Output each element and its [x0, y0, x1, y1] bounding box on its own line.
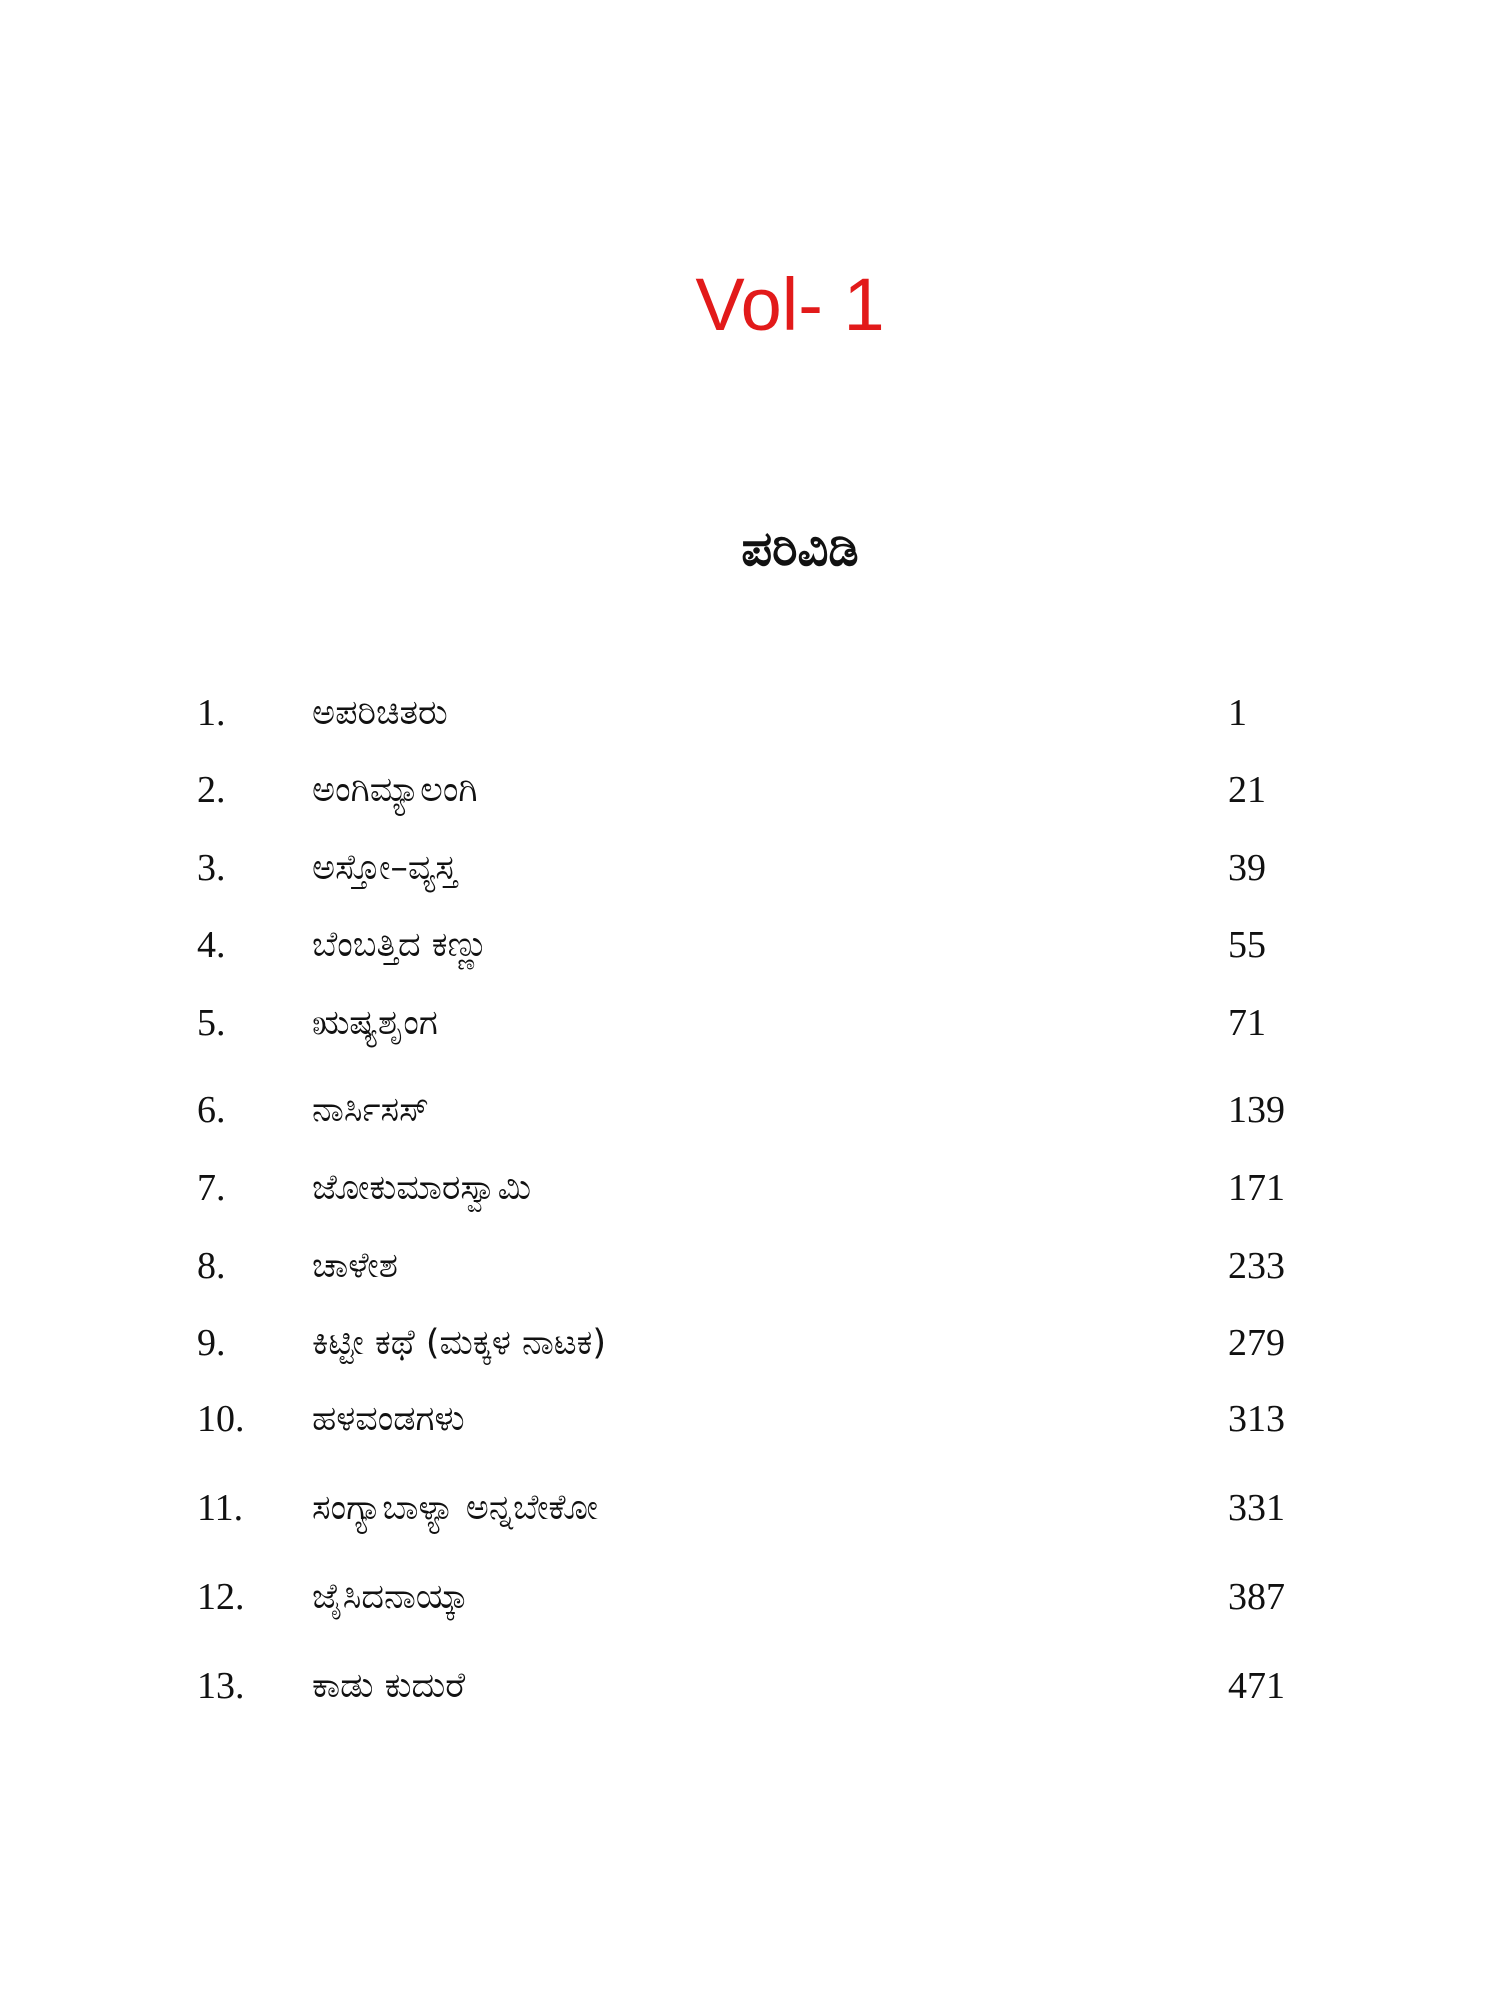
- toc-title: ಸಂಗ್ಯಾಬಾಳ್ಯಾ ಅನ್ನಬೇಕೋ: [312, 1488, 598, 1528]
- toc-page-number: 21: [1228, 769, 1266, 811]
- volume-label: Vol- 1: [695, 263, 885, 346]
- toc-title: ಜೈಸಿದನಾಯ್ಕಾ: [312, 1577, 469, 1617]
- toc-number: 11.: [197, 1487, 244, 1529]
- toc-page-number: 313: [1228, 1398, 1285, 1440]
- toc-title: ಹಳವಂಡಗಳು: [312, 1399, 465, 1439]
- toc-number: 4.: [197, 924, 226, 966]
- toc-row: [0, 683, 1500, 743]
- contents-heading: ಪರಿವಿಡಿ: [741, 521, 859, 577]
- toc-number: 13.: [197, 1665, 245, 1707]
- toc-title: ಬೆಂಬತ್ತಿದ ಕಣ್ಣು: [312, 925, 489, 965]
- toc-page-number: 39: [1228, 847, 1266, 889]
- toc-number: 6.: [197, 1089, 226, 1131]
- toc-title: ನಾರ್ಸಿಸಸ್: [312, 1090, 430, 1130]
- toc-page-number: 1: [1228, 692, 1247, 734]
- toc-title: ಅಪರಿಚಿತರು: [312, 693, 448, 733]
- toc-row: [0, 1313, 1500, 1373]
- toc-row: [0, 1389, 1500, 1449]
- toc-page-number: 233: [1228, 1245, 1285, 1287]
- toc-number: 9.: [197, 1322, 226, 1364]
- toc-page-number: 55: [1228, 924, 1266, 966]
- toc-page-number: 71: [1228, 1002, 1266, 1044]
- toc-number: 10.: [197, 1398, 245, 1440]
- toc-title: ಚಾಳೇಶ: [312, 1246, 398, 1286]
- toc-row: [0, 1567, 1500, 1627]
- toc-page-number: 139: [1228, 1089, 1285, 1131]
- toc-row: [0, 760, 1500, 820]
- toc-title: ಜೋಕುಮಾರಸ್ವಾಮಿ: [312, 1168, 532, 1208]
- toc-row: [0, 1478, 1500, 1538]
- toc-title: ಕಿಟ್ಟೀ ಕಥೆ (ಮಕ್ಕಳ ನಾಟಕ): [312, 1323, 607, 1363]
- toc-number: 1.: [197, 692, 226, 734]
- toc-number: 7.: [197, 1167, 226, 1209]
- toc-title: ಅಂಗಿಮ್ಯಾಲಂಗಿ: [312, 770, 478, 810]
- toc-page-number: 387: [1228, 1576, 1285, 1618]
- toc-row: [0, 1158, 1500, 1218]
- toc-page-number: 471: [1228, 1665, 1285, 1707]
- toc-row: [0, 1080, 1500, 1140]
- toc-row: [0, 993, 1500, 1053]
- toc-row: [0, 1236, 1500, 1296]
- toc-row: [0, 915, 1500, 975]
- toc-number: 2.: [197, 769, 226, 811]
- toc-number: 8.: [197, 1245, 226, 1287]
- toc-number: 3.: [197, 847, 226, 889]
- toc-number: 12.: [197, 1576, 245, 1618]
- toc-title: ಅಸ್ತೋ–ವ್ಯಸ್ತ: [312, 848, 457, 888]
- toc-page-number: 171: [1228, 1167, 1285, 1209]
- toc-title: ಕಾಡು ಕುದುರೆ: [312, 1666, 466, 1706]
- toc-row: [0, 1656, 1500, 1716]
- toc-page-number: 279: [1228, 1322, 1285, 1364]
- toc-row: [0, 838, 1500, 898]
- toc-page-number: 331: [1228, 1487, 1285, 1529]
- toc-number: 5.: [197, 1002, 226, 1044]
- toc-title: ಋಷ್ಯಶೃಂಗ: [312, 1003, 438, 1043]
